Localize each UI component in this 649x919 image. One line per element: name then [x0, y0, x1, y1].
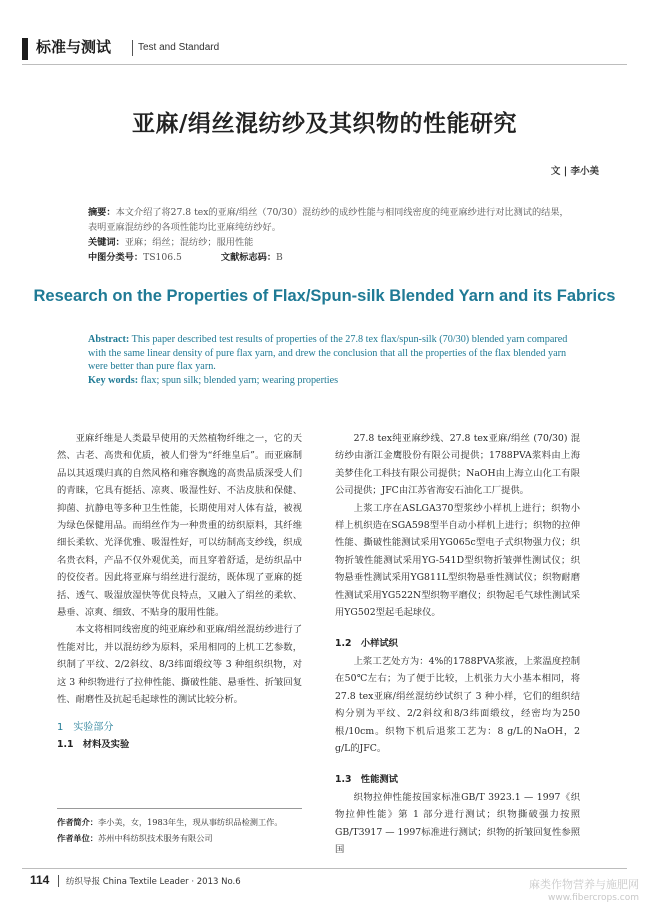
- keywords-en-label: Key words:: [88, 374, 139, 386]
- body-paragraph: 本文将相同线密度的纯亚麻纱和亚麻/绢丝混纺纱进行了性能对比，并以混纺纱为原料，采用相同的上机工艺参数，织制了平纹、2/2斜纹、8/3纬面缎纹等 3 种组织织物，对这 3 种织物进行了拉伸性能、撕破性能、悬垂性、折皱回复性、耐磨性及抗起毛起球性的测试比较分析。: [57, 624, 302, 706]
- article-title-en: Research on the Properties of Flax/Spun-silk Blended Yarn and its Fabrics: [33, 287, 616, 305]
- body-paragraph: 上浆工艺处方为：4%的1788PVA浆液，上浆温度控制在50℃左右；为了便于比较，上机张力大小基本相同，将27.8 tex亚麻/绢丝混纺纱试织了 3 种小样，它们的组织结构分别为平纹、2/2斜纹和8/3纬面缎纹，经密均为250根/10cm。织物下机后退浆工艺为：8 g/L的NaOH，2 g/L的JFC。: [335, 655, 580, 754]
- body-column-right: [335, 430, 580, 858]
- keywords-en: [88, 374, 570, 388]
- footnote-author-label: 作者简介：: [57, 817, 98, 827]
- footnote-unit-label: 作者单位：: [57, 833, 98, 843]
- watermark-line1: 麻类作物营养与施肥网: [529, 878, 639, 891]
- header-rule: [22, 64, 627, 65]
- doc-code-item: [221, 250, 283, 265]
- article-author: 文 | 李小美: [550, 166, 599, 177]
- header-accent-bar: [22, 38, 28, 60]
- abstract-cn-paragraph: [88, 205, 570, 235]
- article-title-cn: 亚麻/绢丝混纺纱及其织物的性能研究: [132, 111, 517, 137]
- abstract-cn: [88, 205, 570, 265]
- subsection-heading-1-2: 1.2 小样试织: [335, 638, 398, 650]
- abstract-en-label: Abstract:: [88, 334, 130, 345]
- watermark-line2: www.fibercrops.com: [548, 893, 639, 903]
- section-title-en: Test and Standard: [138, 42, 220, 53]
- footnote-unit: [57, 830, 302, 846]
- page-number: 114: [30, 873, 50, 887]
- footnote: [57, 814, 302, 846]
- footnote-unit-text: 苏州中科纺织技术服务有限公司: [97, 833, 213, 843]
- footer-rule: [22, 868, 627, 869]
- keywords-cn-label: 关键词：: [88, 237, 125, 248]
- clc-value: TS106.5: [143, 252, 182, 263]
- footnote-rule: [57, 808, 302, 809]
- footnote-author-text: 李小美，女，1983年生，现从事纺织品检测工作。: [97, 817, 283, 827]
- keywords-en-text: flax; spun silk; blended yarn; wearing properties: [138, 374, 339, 386]
- abstract-cn-label: 摘要：: [88, 207, 116, 218]
- keywords-cn-text: 亚麻；绢丝；混纺纱；服用性能: [124, 237, 254, 248]
- abstract-en-paragraph: [88, 333, 570, 374]
- journal-info: 纺织导报 China Textile Leader · 2013 No.6: [66, 877, 241, 887]
- section-heading-1: 1 实验部分: [57, 721, 114, 733]
- body-column-left: [57, 430, 302, 753]
- body-paragraph: 织物拉伸性能按国家标准GB/T 3923.1 — 1997《织物拉伸性能》第 1 部分进行测试；织物撕破强力按照GB/T3917 — 1997标准进行测试；织物的折皱回复性参照国: [335, 791, 580, 855]
- abstract-en: [88, 333, 570, 387]
- clc-item: [88, 250, 218, 265]
- doc-code-label: 文献标志码：: [220, 252, 277, 263]
- subsection-heading-1-1: 1.1 材料及实验: [57, 738, 130, 750]
- body-paragraph: 27.8 tex纯亚麻纱线、27.8 tex亚麻/绢丝 (70/30) 混纺纱由浙江金鹰股份有限公司提供；1788PVA浆料由上海美梦佳化工科技有限公司提供；NaOH由上海立山化工有限公司提供；JFC由江苏省海安石油化工厂提供。: [335, 433, 580, 497]
- abstract-cn-text: 本文介绍了将27.8 tex的亚麻/绢丝（70/30）混纺纱的成纱性能与相同线密度的纯亚麻纱进行对比测试的结果，表明亚麻混纺纱的各项性能均比亚麻纯纺纱好。: [88, 207, 569, 233]
- classification-row: [88, 250, 570, 265]
- footnote-author: [57, 814, 302, 830]
- footer-divider: [58, 875, 59, 887]
- clc-label: 中图分类号：: [88, 252, 144, 263]
- keywords-cn: [88, 235, 570, 250]
- abstract-en-text: This paper described test results of properties of the 27.8 tex flax/spun-silk (70/30) blended yarn compared with the same linear density of pure flax yarn, and drew the conclusion that all the properties of the flax blended yarn were better than pure flax yarn.: [88, 334, 568, 373]
- doc-code-value: B: [276, 252, 283, 263]
- body-paragraph: 上浆工序在ASLGA370型浆纱小样机上进行；织物小样上机织造在SGA598型半自动小样机上进行；织物的拉伸性能、撕破性能测试采用YG065c型电子式织物强力仪；织物折皱性能测试采用YG-541D型织物折皱弹性测试仪；织物悬垂性测试采用YG811L型织物悬垂性测试仪；织物耐磨性测试采用YG522N型织物平磨仪；织物起毛气球性测试采用YG502型起毛起球仪。: [335, 502, 580, 619]
- site-watermark: [529, 878, 639, 904]
- body-paragraph: 亚麻纤维是人类最早使用的天然植物纤维之一，它的天然、古老、高贵和优质，被人们誉为“纤维皇后”。而亚麻制品以其返璞归真的自然风格和雍容飘逸的高贵品质深受人们的青睐，它具有挺括、凉爽、吸湿性好、不沾皮肤和保健、抑菌、抗静电等多种卫生性能，长期使用对人体有益，被视为绿色保健用品。而绢丝作为一种贵重的纺织原料，其纤维细长柔软、光泽优雅、吸湿性好，可以纺制高支纱线，织成名贵衣料，产品不仅外观优美，而且穿着舒适，是纺织品中的佼佼者。因此将亚麻与绢丝进行混纺，既体现了亚麻的挺括、透气、吸湿放湿快等优良特点，又融入了绢丝的柔软、悬垂、凉爽、细致、不贴身的服用性能。: [57, 433, 302, 619]
- section-title-cn: 标准与测试: [36, 38, 112, 56]
- subsection-heading-1-3: 1.3 性能测试: [335, 774, 398, 786]
- header-divider: [132, 40, 133, 56]
